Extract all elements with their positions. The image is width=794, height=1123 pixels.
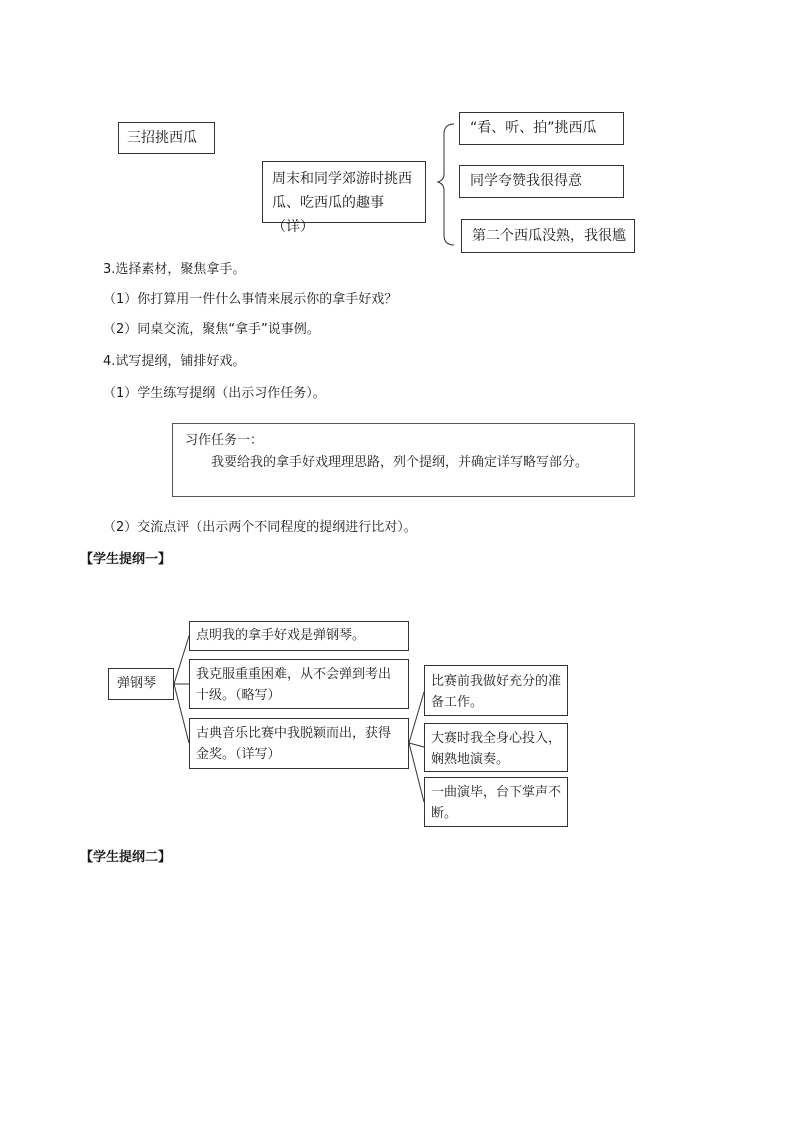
outline2-label: 【学生提纲二】 xyxy=(80,850,172,865)
outline1-root-box xyxy=(108,668,174,700)
section4-q1: （1）学生练写提纲（出示习作任务）。 xyxy=(103,386,326,401)
section4-q2: （2）交流点评（出示两个不同程度的提纲进行比对）。 xyxy=(103,520,417,535)
task-heading: 习作任务一： xyxy=(185,433,264,448)
diagram1-item-1-text: “看、听、拍”挑西瓜 xyxy=(470,120,597,136)
diagram1-item-3-text: 第二个西瓜没熟，我很尴 xyxy=(472,228,626,244)
outline1-branch-1 xyxy=(189,621,409,651)
section3-q1: （1）你打算用一件什么事情来展示你的拿手好戏？ xyxy=(103,292,398,307)
diagram1-item-2-text: 同学夸赞我很得意 xyxy=(470,173,582,189)
outline1-root-text: 弹钢琴 xyxy=(117,676,157,691)
section3-title: 3.选择素材，聚焦拿手。 xyxy=(103,262,246,277)
diagram1-middle-text: 周末和同学郊游时挑西瓜、吃西瓜的趣事（详） xyxy=(272,171,412,235)
outline1-branch-3-text: 古典音乐比赛中我脱颖而出，获得金奖。（详写） xyxy=(196,726,392,762)
outline1-sub-1 xyxy=(424,665,568,716)
outline1-label: 【学生提纲一】 xyxy=(80,552,172,567)
outline1-branch-2 xyxy=(189,659,409,709)
outline1-branch-3 xyxy=(189,718,409,769)
outline1-sub-2 xyxy=(424,723,568,772)
outline1-sub-1-text: 比赛前我做好充分的准备工作。 xyxy=(431,674,562,710)
outline1-sub-3 xyxy=(424,777,568,827)
outline1-sub-3-text: 一曲演毕，台下掌声不断。 xyxy=(431,785,562,821)
outline1-branch-2-text: 我克服重重困难，从不会弹到考出十级。（略写） xyxy=(196,667,392,703)
section4-title: 4.试写提纲，铺排好戏。 xyxy=(103,354,246,369)
section3-q2: （2）同桌交流，聚焦“拿手”说事例。 xyxy=(103,322,320,337)
task-body: 我要给我的拿手好戏理理思路，列个提纲，并确定详写略写部分。 xyxy=(211,455,589,470)
outline1-branch-1-text: 点明我的拿手好戏是弹钢琴。 xyxy=(196,628,366,643)
outline1-sub-2-text: 大赛时我全身心投入，娴熟地演奏。 xyxy=(431,731,562,767)
diagram1-root-text: 三招挑西瓜 xyxy=(127,130,197,146)
